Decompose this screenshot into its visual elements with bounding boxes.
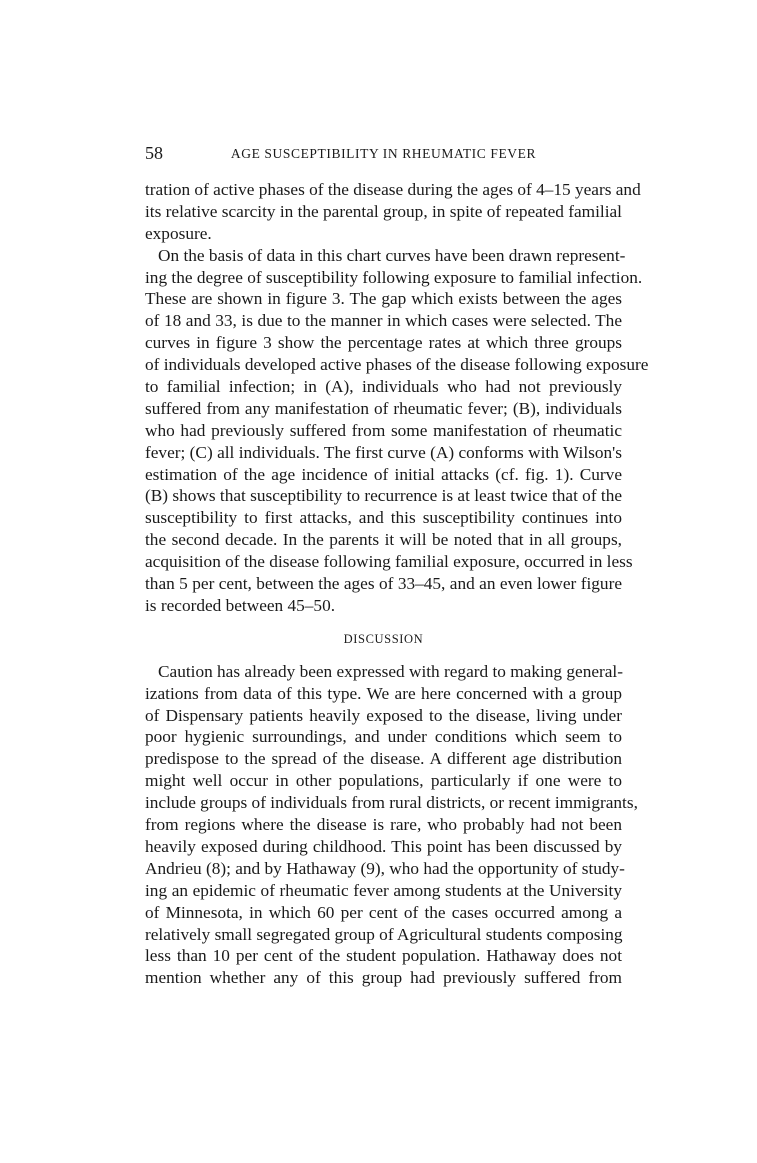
text-line: tration of active phases of the disease during the ages of 4–15 years and [145,180,641,199]
paragraph [145,661,638,989]
paragraph [145,245,649,617]
text-line: Caution has already been expressed with regard to making general- [158,661,623,681]
text-line: (B) shows that susceptibility to recurrence is at least twice that of the [145,486,623,506]
text-line: might well occur in other populations, particularly if one were to [145,771,622,791]
text-line: from regions where the disease is rare, who probably had not been [145,815,622,835]
text-line: of Minnesota, in which 60 per cent of the cases occurred among a [145,902,622,922]
text-line: acquisition of the disease following familial exposure, occurred in less [145,552,633,572]
text-line: relatively small segregated group of Agricultural students composing [145,924,623,944]
text-line: On the basis of data in this chart curves have been drawn represent- [158,245,626,265]
paragraphs-after [145,661,638,989]
text-line: estimation of the age incidence of initial attacks (cf. fig. 1). Curve [145,464,622,484]
running-header [145,143,622,167]
text-line: fever; (C) all individuals. The first curve (A) conforms with Wilson's [145,442,622,462]
text-line: predispose to the spread of the disease. A different age distribution [145,749,622,769]
text-line: the second decade. In the parents it will be noted that in all groups, [145,530,622,550]
text-line: ing the degree of susceptibility following exposure to familial infection. [145,267,643,287]
text-line: exposure. [145,223,212,243]
text-line: heavily exposed during childhood. This point has been discussed by [145,836,622,856]
text-line: These are shown in figure 3. The gap which exists between the ages [145,289,622,309]
text-line: mention whether any of this group had previously suffered from [145,968,622,988]
text-line: less than 10 per cent of the student population. Hathaway does not [145,946,622,966]
text-line: susceptibility to first attacks, and this susceptibility continues into [145,508,622,528]
paragraph [145,179,641,245]
text-line: of individuals developed active phases of the disease following exposure [145,355,649,375]
text-line: suffered from any manifestation of rheumatic fever; (B), individuals [145,398,622,418]
running-title: AGE SUSCEPTIBILITY IN RHEUMATIC FEVER [230,146,537,161]
text-line: Andrieu (8); and by Hathaway (9), who had the opportunity of study- [145,858,625,878]
body-text [145,179,649,989]
text-line: its relative scarcity in the parental group, in spite of repeated familial [145,201,622,221]
text-line: of 18 and 33, is due to the manner in which cases were selected. The [145,311,622,331]
text-line: to familial infection; in (A), individuals who had not previously [145,377,622,397]
text-line: ing an epidemic of rheumatic fever among students at the University [145,880,622,900]
paragraphs-before [145,179,649,617]
text-line: is recorded between 45–50. [145,595,336,615]
text-line: poor hygienic surroundings, and under conditions which seem to [145,727,622,747]
text-line: izations from data of this type. We are here concerned with a group [145,683,622,703]
text-line: than 5 per cent, between the ages of 33–45, and an even lower figure [145,574,622,594]
text-line: curves in figure 3 show the percentage rates at which three groups [145,333,622,353]
text-line: who had previously suffered from some manifestation of rheumatic [145,420,622,440]
section-heading: DISCUSSION [343,631,424,646]
text-line: include groups of individuals from rural districts, or recent immigrants, [145,793,638,813]
page-number: 58 [145,143,163,163]
text-line: of Dispensary patients heavily exposed to the disease, living under [145,705,622,725]
